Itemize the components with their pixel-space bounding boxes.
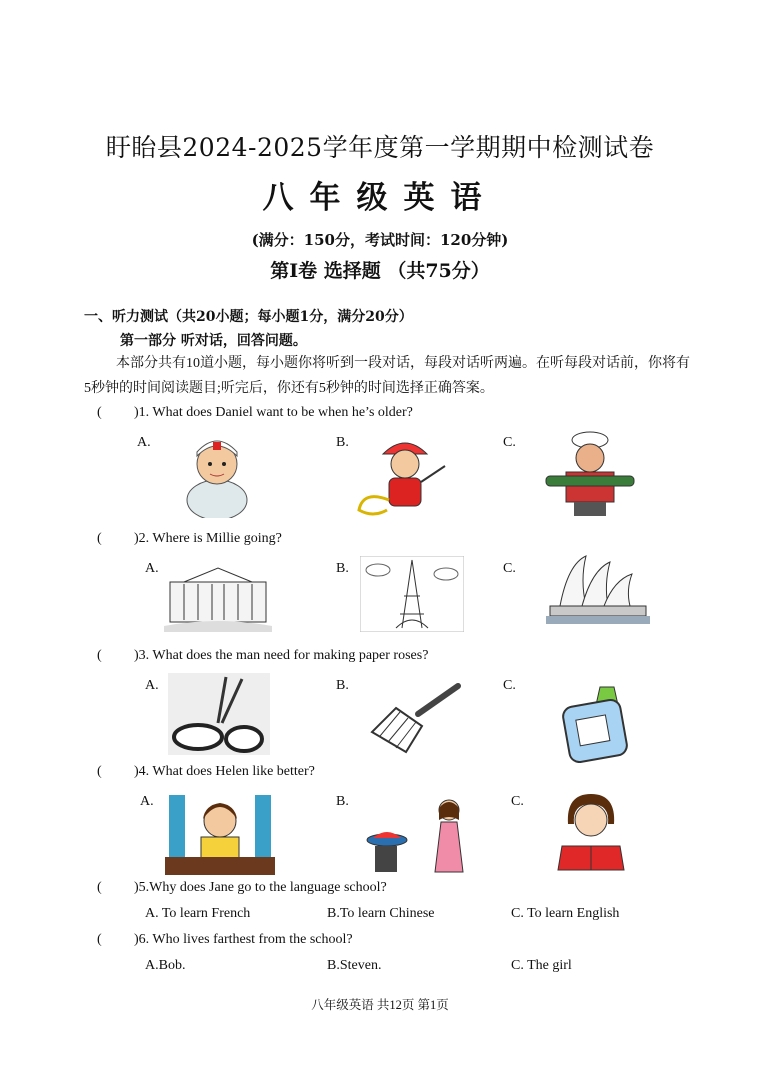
option-label: C. (503, 435, 516, 450)
option-c: C. To learn English (511, 906, 620, 921)
sydney-opera-house-picture[interactable] (546, 550, 650, 626)
option-b: B.To learn Chinese (327, 906, 435, 921)
option-label: B. (336, 435, 349, 450)
option-label: C. (503, 678, 516, 693)
answer-paren[interactable]: ( (97, 405, 102, 420)
option-label: A. (140, 794, 154, 809)
option-label: B. (336, 678, 349, 693)
option-label: B. (336, 561, 349, 576)
doctor-picture[interactable] (163, 430, 271, 518)
exam-info: (满分：150分，考试时间：120分钟) (251, 231, 509, 249)
scissors-picture[interactable] (168, 673, 270, 755)
brush-picture[interactable] (366, 678, 466, 762)
question-6: )6. Who lives farthest from the school? (134, 932, 353, 947)
instructions: 本部分共有10道小题，每小题你将听到一段对话，每段对话听两遍。在听每段对话前，你将有5秒钟的时间阅读题目;听完后，你还有5秒钟的时间选择正确答案。 (84, 356, 690, 396)
option-a: A. To learn French (145, 906, 251, 921)
question-1: )1. What does Daniel want to be when he’s older? (134, 405, 413, 420)
option-b: B.Steven. (327, 958, 382, 973)
answer-paren[interactable]: ( (97, 880, 102, 895)
question-4: )4. What does Helen like better? (134, 764, 315, 779)
subject-title: 八年级英语 (262, 180, 498, 216)
volume-title: 第Ⅰ卷 选择题 （共75分） (270, 260, 490, 282)
option-label: A. (137, 435, 151, 450)
chef-picture[interactable] (540, 430, 640, 518)
girl-cooking-picture[interactable] (363, 796, 473, 876)
question-2: )2. Where is Millie going? (134, 531, 282, 546)
option-label: C. (511, 794, 524, 809)
option-label: C. (503, 561, 516, 576)
glue-picture[interactable] (556, 683, 630, 763)
exam-title: 盱眙县2024-2025学年度第一学期期中检测试卷 (105, 133, 655, 162)
part-heading: 第一部分 听对话，回答问题。 (120, 333, 307, 349)
white-house-picture[interactable] (164, 556, 272, 632)
answer-paren[interactable]: ( (97, 531, 102, 546)
section-heading: 一、听力测试（共20小题；每小题1分，满分20分） (84, 309, 413, 325)
option-label: A. (145, 561, 159, 576)
answer-paren[interactable]: ( (97, 764, 102, 779)
answer-paren[interactable]: ( (97, 648, 102, 663)
answer-paren[interactable]: ( (97, 932, 102, 947)
girl-window-picture[interactable] (165, 795, 275, 875)
option-a: A.Bob. (145, 958, 186, 973)
girl-reading-picture[interactable] (552, 790, 630, 872)
page-footer: 八年级英语 共12页 第1页 (311, 998, 449, 1012)
question-5: )5.Why does Jane go to the language school? (134, 880, 387, 895)
firefighter-picture[interactable] (353, 430, 461, 518)
option-label: B. (336, 794, 349, 809)
option-c: C. The girl (511, 958, 572, 973)
option-label: A. (145, 678, 159, 693)
eiffel-tower-picture[interactable] (360, 556, 464, 632)
question-3: )3. What does the man need for making paper roses? (134, 648, 429, 663)
